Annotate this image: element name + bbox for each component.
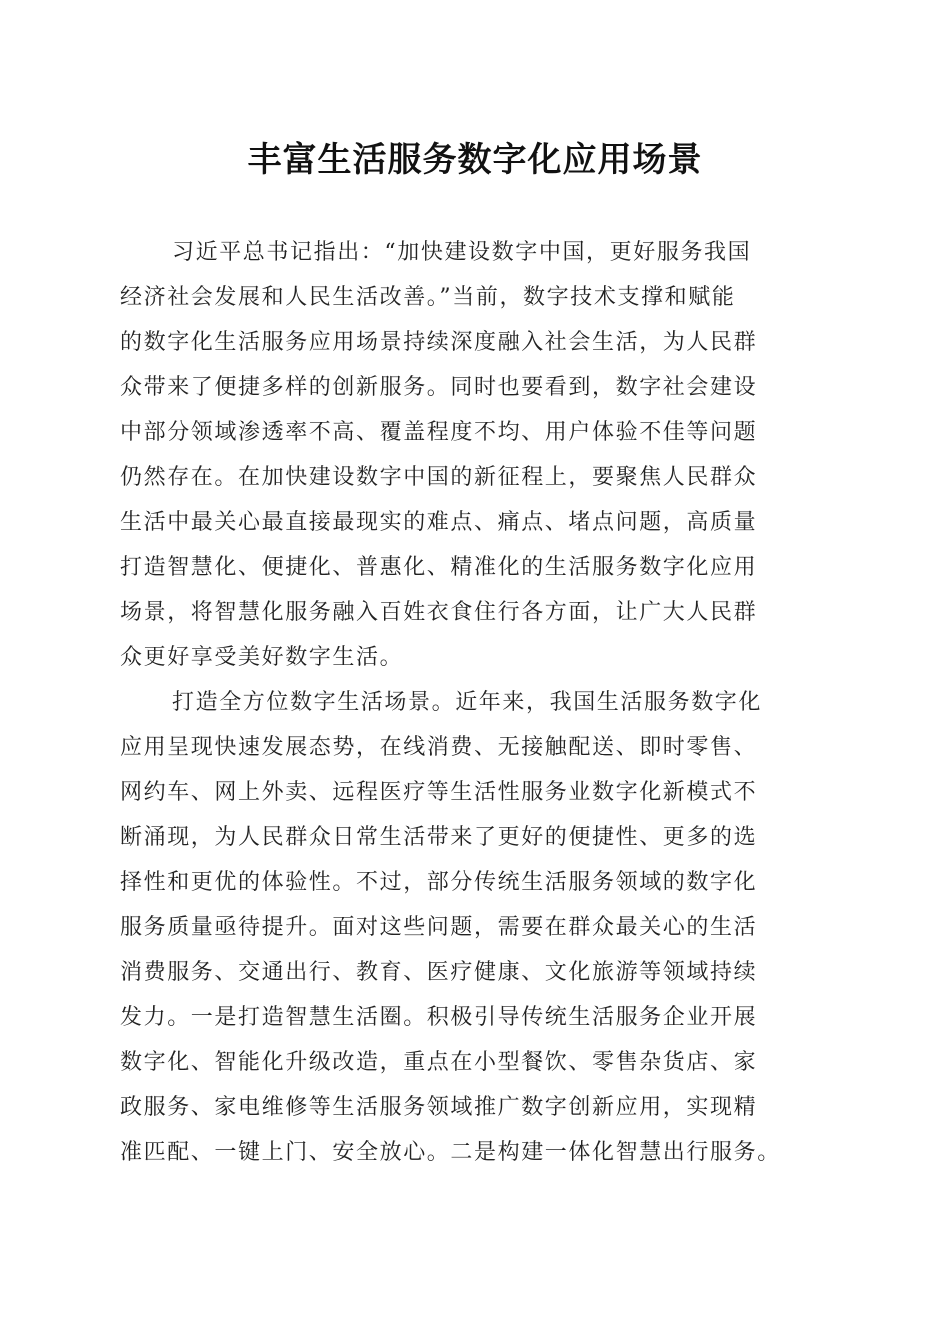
- text-line: 数字化、智能化升级改造，重点在小型餐饮、零售杂货店、家: [120, 1050, 758, 1075]
- text-line: 消费服务、交通出行、教育、医疗健康、文化旅游等领域持续: [120, 960, 758, 985]
- text-line: 择性和更优的体验性。不过，部分传统生活服务领域的数字化: [120, 870, 758, 895]
- document-body: [120, 230, 832, 1175]
- text-line: 政服务、家电维修等生活服务领域推广数字创新应用，实现精: [120, 1095, 758, 1120]
- text-line: 中部分领域渗透率不高、覆盖程度不均、用户体验不佳等问题: [120, 420, 758, 445]
- text-line: 打造全方位数字生活场景。近年来，我国生活服务数字化: [172, 690, 763, 715]
- text-line: 众更好享受美好数字生活。: [120, 645, 404, 670]
- text-line: 仍然存在。在加快建设数字中国的新征程上，要聚焦人民群众: [120, 465, 758, 490]
- document-title: 丰富生活服务数字化应用场景: [247, 140, 703, 180]
- text-line: 网约车、网上外卖、远程医疗等生活性服务业数字化新模式不: [120, 780, 758, 805]
- text-line: 习近平总书记指出：“加快建设数字中国，更好服务我国: [172, 240, 752, 265]
- text-line: 的数字化生活服务应用场景持续深度融入社会生活，为人民群: [120, 330, 758, 355]
- text-line: 服务质量亟待提升。面对这些问题，需要在群众最关心的生活: [120, 915, 758, 940]
- text-line: 场景，将智慧化服务融入百姓衣食住行各方面，让广大人民群: [120, 600, 758, 625]
- text-line: 打造智慧化、便捷化、普惠化、精准化的生活服务数字化应用: [120, 555, 758, 580]
- text-line: 准匹配、一键上门、安全放心。二是构建一体化智慧出行服务。: [120, 1140, 781, 1165]
- text-line: 众带来了便捷多样的创新服务。同时也要看到，数字社会建设: [120, 375, 758, 400]
- text-line: 断涌现，为人民群众日常生活带来了更好的便捷性、更多的选: [120, 825, 758, 850]
- text-line: 经济社会发展和人民生活改善。”当前，数字技术支撑和赋能: [120, 285, 736, 310]
- paragraph-2: [120, 680, 832, 1175]
- text-line: 发力。一是打造智慧生活圈。积极引导传统生活服务企业开展: [120, 1005, 758, 1030]
- text-line: 应用呈现快速发展态势，在线消费、无接触配送、即时零售、: [120, 735, 758, 760]
- text-line: 生活中最关心最直接最现实的难点、痛点、堵点问题，高质量: [120, 510, 758, 535]
- paragraph-1: [120, 230, 832, 680]
